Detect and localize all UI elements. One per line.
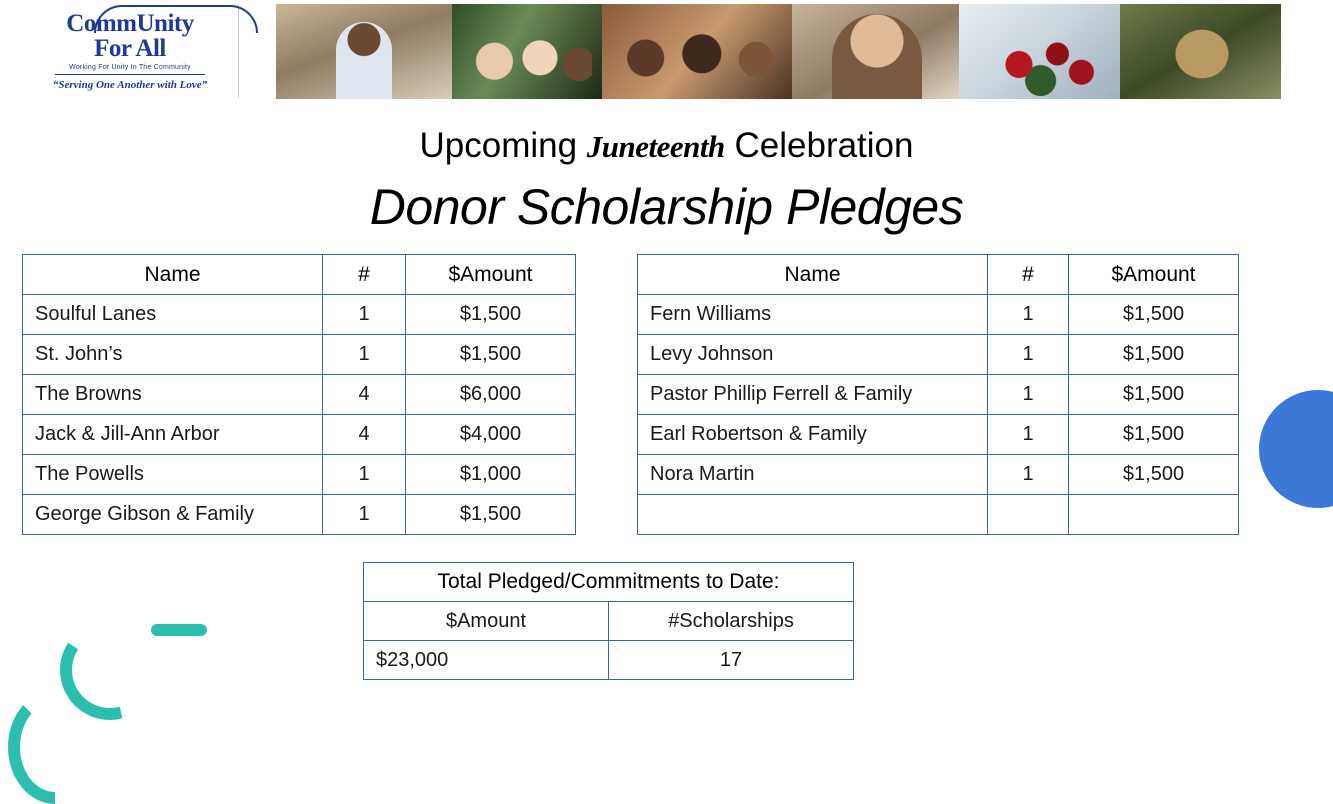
donor-name: Levy Johnson — [638, 335, 988, 375]
column-header-name: Name — [23, 255, 323, 295]
page-title: Donor Scholarship Pledges — [369, 179, 964, 235]
totals-scholarships-value: 17 — [609, 641, 854, 680]
photo-holly-berries-in-snow — [959, 4, 1120, 99]
donor-name: Fern Williams — [638, 295, 988, 335]
table-row — [23, 495, 576, 535]
table-header-row — [638, 255, 1239, 295]
column-header-amount: $Amount — [1069, 255, 1239, 295]
donor-amount: $6,000 — [406, 375, 576, 415]
donor-name: St. John’s — [23, 335, 323, 375]
table-row — [23, 415, 576, 455]
blue-circle-decoration — [1259, 390, 1333, 508]
logo-arc-decoration — [94, 5, 258, 33]
donor-name: The Powells — [23, 455, 323, 495]
donor-count: 1 — [988, 415, 1069, 455]
table-row — [638, 455, 1239, 495]
subtitle-accent-juneteenth: Juneteenth — [586, 129, 725, 164]
totals-column-header-scholarships: #Scholarships — [609, 602, 854, 641]
donor-amount: $1,500 — [1069, 415, 1239, 455]
slide-header — [0, 0, 1333, 104]
donor-name: Earl Robertson & Family — [638, 415, 988, 455]
donor-amount: $1,500 — [406, 495, 576, 535]
subtitle-suffix: Celebration — [724, 126, 914, 165]
table-header-row — [23, 255, 576, 295]
table-row — [23, 455, 576, 495]
logo-subtitle: Working For Unity In The Community — [69, 64, 191, 71]
table-row — [23, 295, 576, 335]
teal-dash-decoration — [151, 624, 207, 636]
donor-name: Nora Martin — [638, 455, 988, 495]
donor-count: 1 — [988, 455, 1069, 495]
logo-tagline: “Serving One Another with Love” — [52, 79, 208, 91]
table-row — [23, 335, 576, 375]
column-header-count: # — [323, 255, 406, 295]
totals-value-row — [364, 641, 854, 680]
totals-amount-value: $23,000 — [364, 641, 609, 680]
donor-count: 1 — [323, 295, 406, 335]
donor-amount: $1,500 — [1069, 295, 1239, 335]
donor-table-right — [637, 254, 1239, 535]
photo-young-woman-portrait — [792, 4, 959, 99]
donor-amount: $1,500 — [1069, 335, 1239, 375]
donor-name — [638, 495, 988, 535]
donor-name: George Gibson & Family — [23, 495, 323, 535]
logo-name-line2: For All — [94, 35, 166, 62]
table-row-empty — [638, 495, 1239, 535]
donor-count: 1 — [323, 455, 406, 495]
totals-title-row — [364, 563, 854, 602]
donor-count: 1 — [988, 335, 1069, 375]
donor-amount: $1,500 — [406, 335, 576, 375]
slide-subtitle — [0, 126, 1333, 166]
table-row — [638, 375, 1239, 415]
table-row — [638, 335, 1239, 375]
donor-amount: $4,000 — [406, 415, 576, 455]
logo-divider — [55, 74, 205, 75]
totals-column-header-amount: $Amount — [364, 602, 609, 641]
donor-name: Pastor Phillip Ferrell & Family — [638, 375, 988, 415]
totals-table — [363, 562, 854, 680]
donor-count: 4 — [323, 415, 406, 455]
donor-count: 1 — [323, 335, 406, 375]
photo-student-with-folder — [276, 4, 452, 99]
donor-name: Jack & Jill-Ann Arbor — [23, 415, 323, 455]
table-row — [23, 375, 576, 415]
donor-amount: $1,500 — [1069, 455, 1239, 495]
photo-students-with-laptop — [602, 4, 792, 99]
donor-amount: $1,500 — [1069, 375, 1239, 415]
donor-name: Soulful Lanes — [23, 295, 323, 335]
photo-pine-cone-branch — [1120, 4, 1281, 99]
header-photo-strip — [276, 4, 1281, 99]
photo-graduates-celebrating — [452, 4, 602, 99]
donor-table-left — [22, 254, 576, 535]
table-row — [638, 415, 1239, 455]
totals-title: Total Pledged/Commitments to Date: — [364, 563, 854, 602]
subtitle-prefix: Upcoming — [419, 126, 587, 165]
column-header-name: Name — [638, 255, 988, 295]
logo-wordmark — [66, 11, 193, 61]
donor-count — [988, 495, 1069, 535]
donor-count: 1 — [988, 375, 1069, 415]
donor-name: The Browns — [23, 375, 323, 415]
table-row — [638, 295, 1239, 335]
donor-amount — [1069, 495, 1239, 535]
donor-amount: $1,500 — [406, 295, 576, 335]
donor-count: 1 — [323, 495, 406, 535]
column-header-count: # — [988, 255, 1069, 295]
column-header-amount: $Amount — [406, 255, 576, 295]
donor-count: 1 — [988, 295, 1069, 335]
organization-logo — [22, 4, 239, 98]
donor-count: 4 — [323, 375, 406, 415]
donor-amount: $1,000 — [406, 455, 576, 495]
logo-name-line1: CommUnity — [66, 10, 194, 37]
totals-header-row — [364, 602, 854, 641]
